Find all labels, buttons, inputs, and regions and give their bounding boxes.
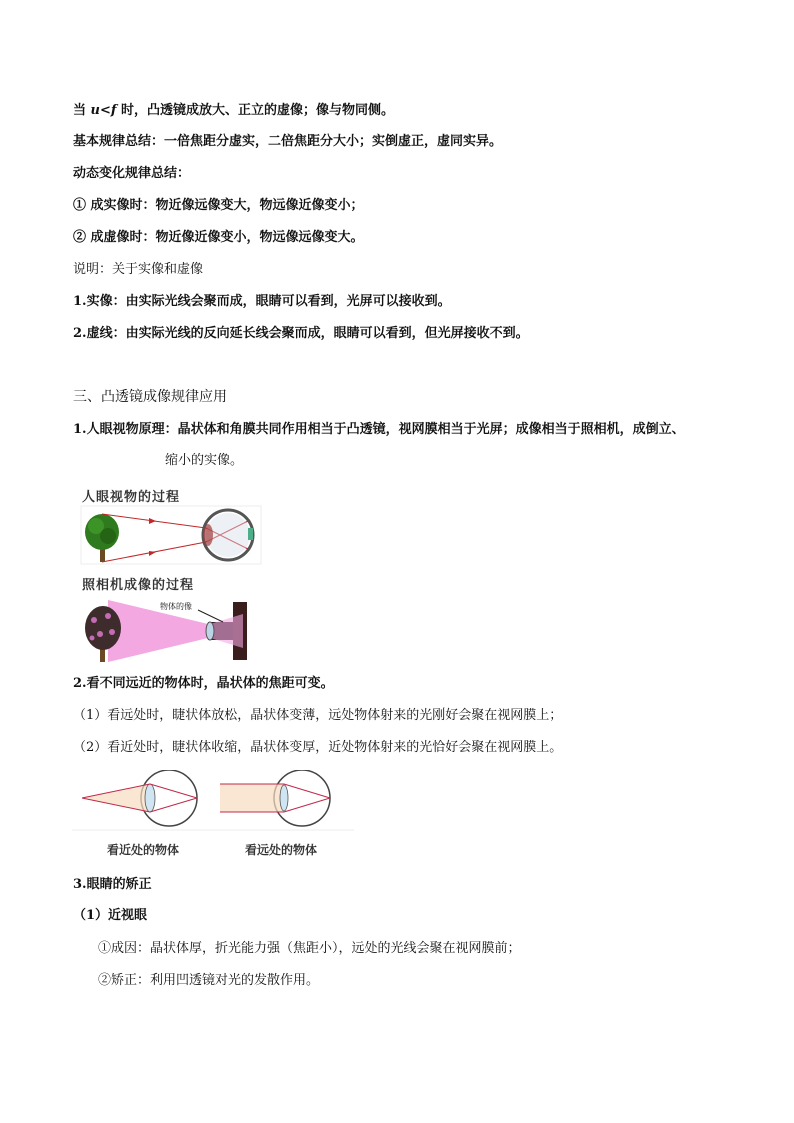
dynamic-virtual: ② 成虚像时：物近像近像变小，物远像远像变大。 xyxy=(73,230,364,245)
eye-viewing-diagram xyxy=(78,484,263,566)
note-virtual-image: 2.虚线：由实际光线的反向延长线会聚而成，眼睛可以看到，但光屏接收不到。 xyxy=(73,326,529,341)
myopia-cause: ①成因：晶状体厚，折光能力强（焦距小），远处的光线会聚在视网膜前； xyxy=(98,941,521,956)
rule-text: 当 xyxy=(73,103,91,118)
eye-principle xyxy=(73,421,685,439)
camera-figure xyxy=(78,572,263,664)
myopia-heading: （1）近视眼 xyxy=(73,908,148,923)
image-label: 物体的像 xyxy=(160,602,192,611)
var-u: u xyxy=(90,103,100,118)
focal-variable: 2.看不同远近的物体时，晶状体的焦距可变。 xyxy=(73,676,334,691)
camera-diagram xyxy=(78,572,263,664)
eye-principle-cont: 缩小的实像。 xyxy=(165,453,244,468)
myopia-correction: ②矫正：利用凹透镜对光的发散作用。 xyxy=(98,973,320,988)
var-f: f xyxy=(110,103,117,118)
rule-text: 时，凸透镜成放大、正立的虚像；像与物同侧。 xyxy=(116,103,395,118)
eye-viewing-title: 人眼视物的过程 xyxy=(82,490,181,505)
less-than-sign: < xyxy=(99,103,111,118)
dynamic-heading: 动态变化规律总结： xyxy=(73,166,191,181)
note-heading: 说明：关于实像和虚像 xyxy=(73,262,204,277)
note-real-image: 1.实像：由实际光线会聚而成，眼睛可以看到，光屏可以接收到。 xyxy=(73,294,451,309)
camera-title: 照相机成像的过程 xyxy=(82,578,195,593)
near-far-figure xyxy=(72,770,354,862)
dynamic-real: ① 成实像时：物近像远像变大，物远像近像变小； xyxy=(73,198,364,213)
eye-correction: 3.眼睛的矫正 xyxy=(73,877,152,892)
near-far-diagram xyxy=(72,770,354,832)
caption-near: 看近处的物体 xyxy=(107,843,180,857)
eye-principle-text: 1.人眼视物原理：晶状体和角膜共同作用相当于凸透镜，视网膜相当于光屏；成像相当于照相机，成倒立、 xyxy=(73,422,685,437)
section-heading: 三、凸透镜成像规律应用 xyxy=(73,389,227,405)
summary-line: 基本规律总结：一倍焦距分虚实，二倍焦距分大小；实倒虚正，虚同实异。 xyxy=(73,134,503,149)
near-viewing: （2）看近处时，睫状体收缩，晶状体变厚，近处物体射来的光恰好会聚在视网膜上。 xyxy=(73,740,563,755)
far-viewing: （1）看远处时，睫状体放松，晶状体变薄，远处物体射来的光刚好会聚在视网膜上； xyxy=(73,708,563,723)
caption-far: 看远处的物体 xyxy=(245,843,318,857)
eye-viewing-figure xyxy=(78,484,263,566)
rule-line-u-less-f xyxy=(73,102,394,120)
